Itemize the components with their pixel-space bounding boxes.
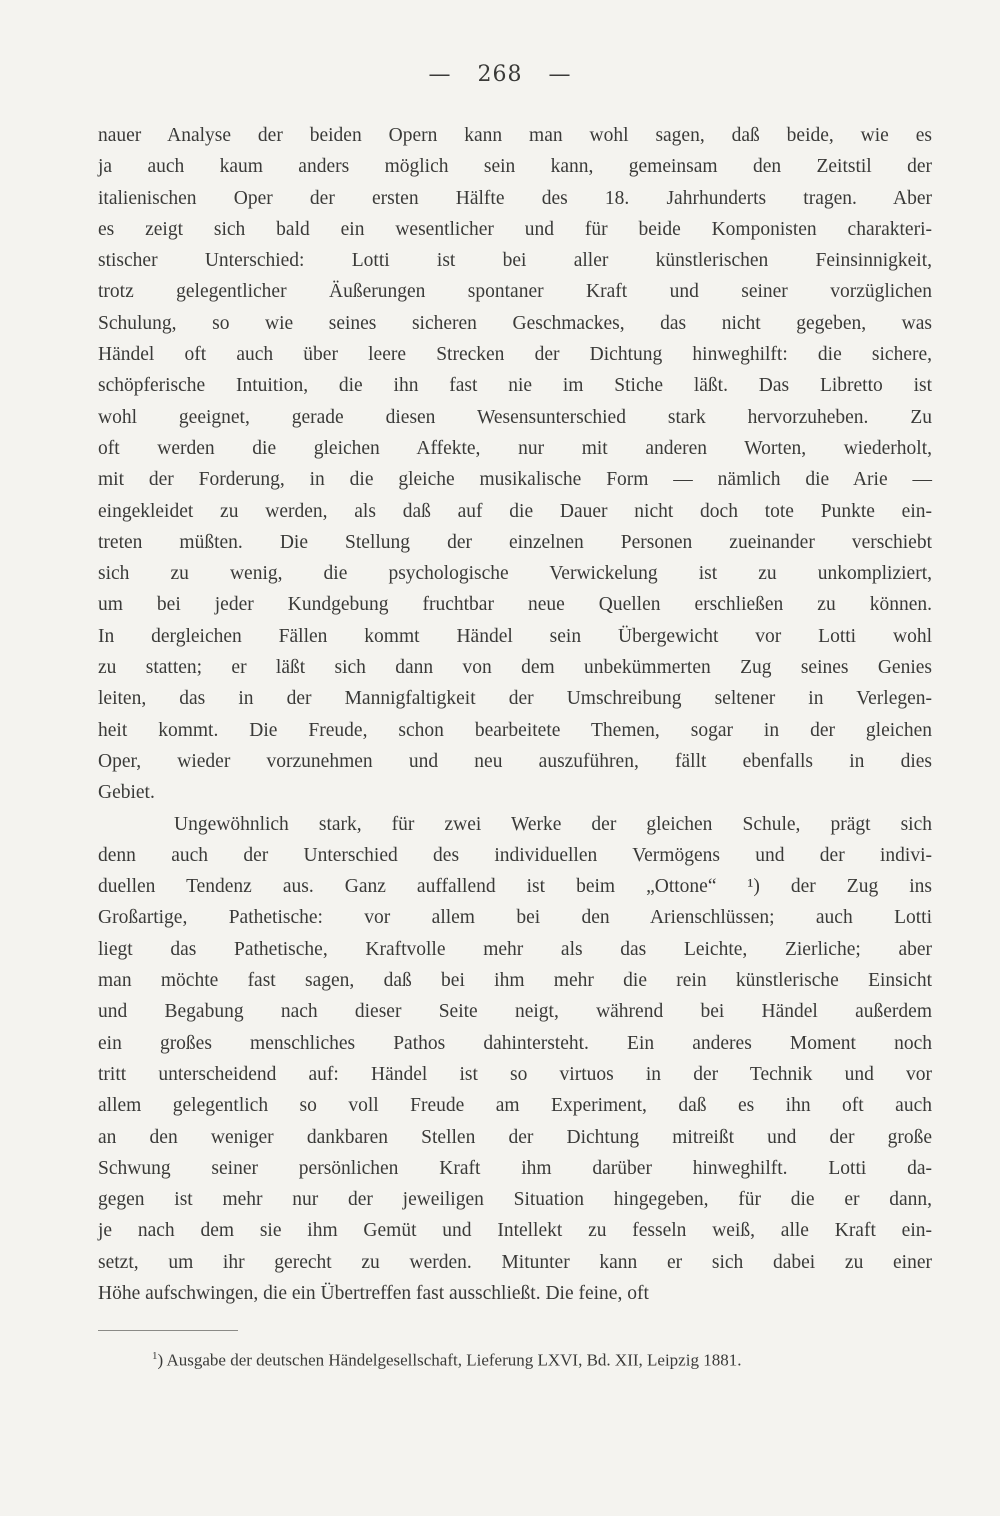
text-line: Händel oft auch über leere Strecken der Dichtung hinweghilft: die sichere,: [98, 344, 932, 366]
text-line: stischer Unterschied: Lotti ist bei aller künstlerischen Feinsinnigkeit,: [98, 250, 932, 272]
page-number: 268: [477, 62, 523, 87]
text-line: Schulung, so wie seines sicheren Geschmackes, das nicht gegeben, was: [98, 312, 932, 334]
text-line: denn auch der Unterschied des individuellen Vermögens und der indivi-: [98, 844, 932, 866]
header-dash-right: —: [548, 62, 572, 87]
text-line: allem gelegentlich so voll Freude am Experiment, daß es ihn oft auch: [98, 1095, 932, 1117]
text-line: Gebiet.: [98, 782, 155, 804]
text-line: trotz gelegentlicher Äußerungen spontaner Kraft und seiner vorzüglichen: [98, 281, 932, 303]
footnote: [152, 1350, 741, 1371]
text-line: ein großes menschliches Pathos dahintersteht. Ein anderes Moment noch: [98, 1032, 932, 1054]
text-line: setzt, um ihr gerecht zu werden. Mitunter kann er sich dabei zu einer: [98, 1251, 932, 1273]
text-line: man möchte fast sagen, daß bei ihm mehr die rein künstlerische Einsicht: [98, 970, 932, 992]
text-line: liegt das Pathetische, Kraftvolle mehr als das Leichte, Zierliche; aber: [98, 938, 932, 960]
text-line: oft werden die gleichen Affekte, nur mit anderen Worten, wiederholt,: [98, 437, 932, 459]
text-line: nauer Analyse der beiden Opern kann man wohl sagen, daß beide, wie es: [98, 125, 932, 146]
text-line: In dergleichen Fällen kommt Händel sein Übergewicht vor Lotti wohl: [98, 625, 932, 647]
footnote-text: ) Ausgabe der deutschen Händelgesellschaft, Lieferung LXVI, Bd. XII, Leipzig 1881.: [157, 1350, 742, 1370]
footnote-rule: [98, 1330, 238, 1331]
text-line: wohl geeignet, gerade diesen Wesensunterschied stark hervorzuheben. Zu: [98, 406, 932, 428]
text-line: Höhe aufschwingen, die ein Übertreffen fast ausschließt. Die feine, oft: [98, 1282, 649, 1304]
text-line: schöpferische Intuition, die ihn fast nie im Stiche läßt. Das Libretto ist: [98, 375, 932, 397]
text-line: Schwung seiner persönlichen Kraft ihm darüber hinweghilft. Lotti da-: [98, 1157, 932, 1179]
page-header: [0, 62, 1000, 87]
body-text: [98, 120, 932, 1309]
text-line: gegen ist mehr nur der jeweiligen Situation hingegeben, für die er dann,: [98, 1189, 932, 1211]
text-line: Großartige, Pathetische: vor allem bei den Arienschlüssen; auch Lotti: [98, 907, 932, 929]
text-line: es zeigt sich bald ein wesentlicher und für beide Komponisten charakteri-: [98, 218, 932, 240]
text-line: mit der Forderung, in die gleiche musikalische Form — nämlich die Arie —: [98, 469, 932, 491]
text-line: um bei jeder Kundgebung fruchtbar neue Quellen erschließen zu können.: [98, 594, 932, 616]
text-line: duellen Tendenz aus. Ganz auffallend ist beim „Ottone“ ¹) der Zug ins: [98, 876, 932, 898]
text-line: heit kommt. Die Freude, schon bearbeitete Themen, sogar in der gleichen: [98, 719, 932, 741]
header-dash-left: —: [428, 62, 452, 87]
text-line: eingekleidet zu werden, als daß auf die Dauer nicht doch tote Punkte ein-: [98, 500, 932, 522]
text-line: und Begabung nach dieser Seite neigt, während bei Händel außerdem: [98, 1001, 932, 1023]
text-line: an den weniger dankbaren Stellen der Dichtung mitreißt und der große: [98, 1126, 932, 1148]
text-line: italienischen Oper der ersten Hälfte des 18. Jahrhunderts tragen. Aber: [98, 187, 932, 209]
text-line: ja auch kaum anders möglich sein kann, gemeinsam den Zeitstil der: [98, 156, 932, 178]
text-line: sich zu wenig, die psychologische Verwickelung ist zu unkompliziert,: [98, 563, 932, 585]
text-line: leiten, das in der Mannigfaltigkeit der Umschreibung seltener in Verlegen-: [98, 688, 932, 710]
text-line: Oper, wieder vorzunehmen und neu auszuführen, fällt ebenfalls in dies: [98, 750, 932, 772]
text-line: tritt unterscheidend auf: Händel ist so virtuos in der Technik und vor: [98, 1063, 932, 1085]
footnote-marker: 1: [152, 1350, 158, 1362]
text-line: zu statten; er läßt sich dann von dem unbekümmerten Zug seines Genies: [98, 657, 932, 679]
text-line: je nach dem sie ihm Gemüt und Intellekt zu fesseln weiß, alle Kraft ein-: [98, 1220, 932, 1242]
text-line: Ungewöhnlich stark, für zwei Werke der gleichen Schule, prägt sich: [174, 813, 932, 835]
text-line: treten müßten. Die Stellung der einzelnen Personen zueinander verschiebt: [98, 531, 932, 553]
